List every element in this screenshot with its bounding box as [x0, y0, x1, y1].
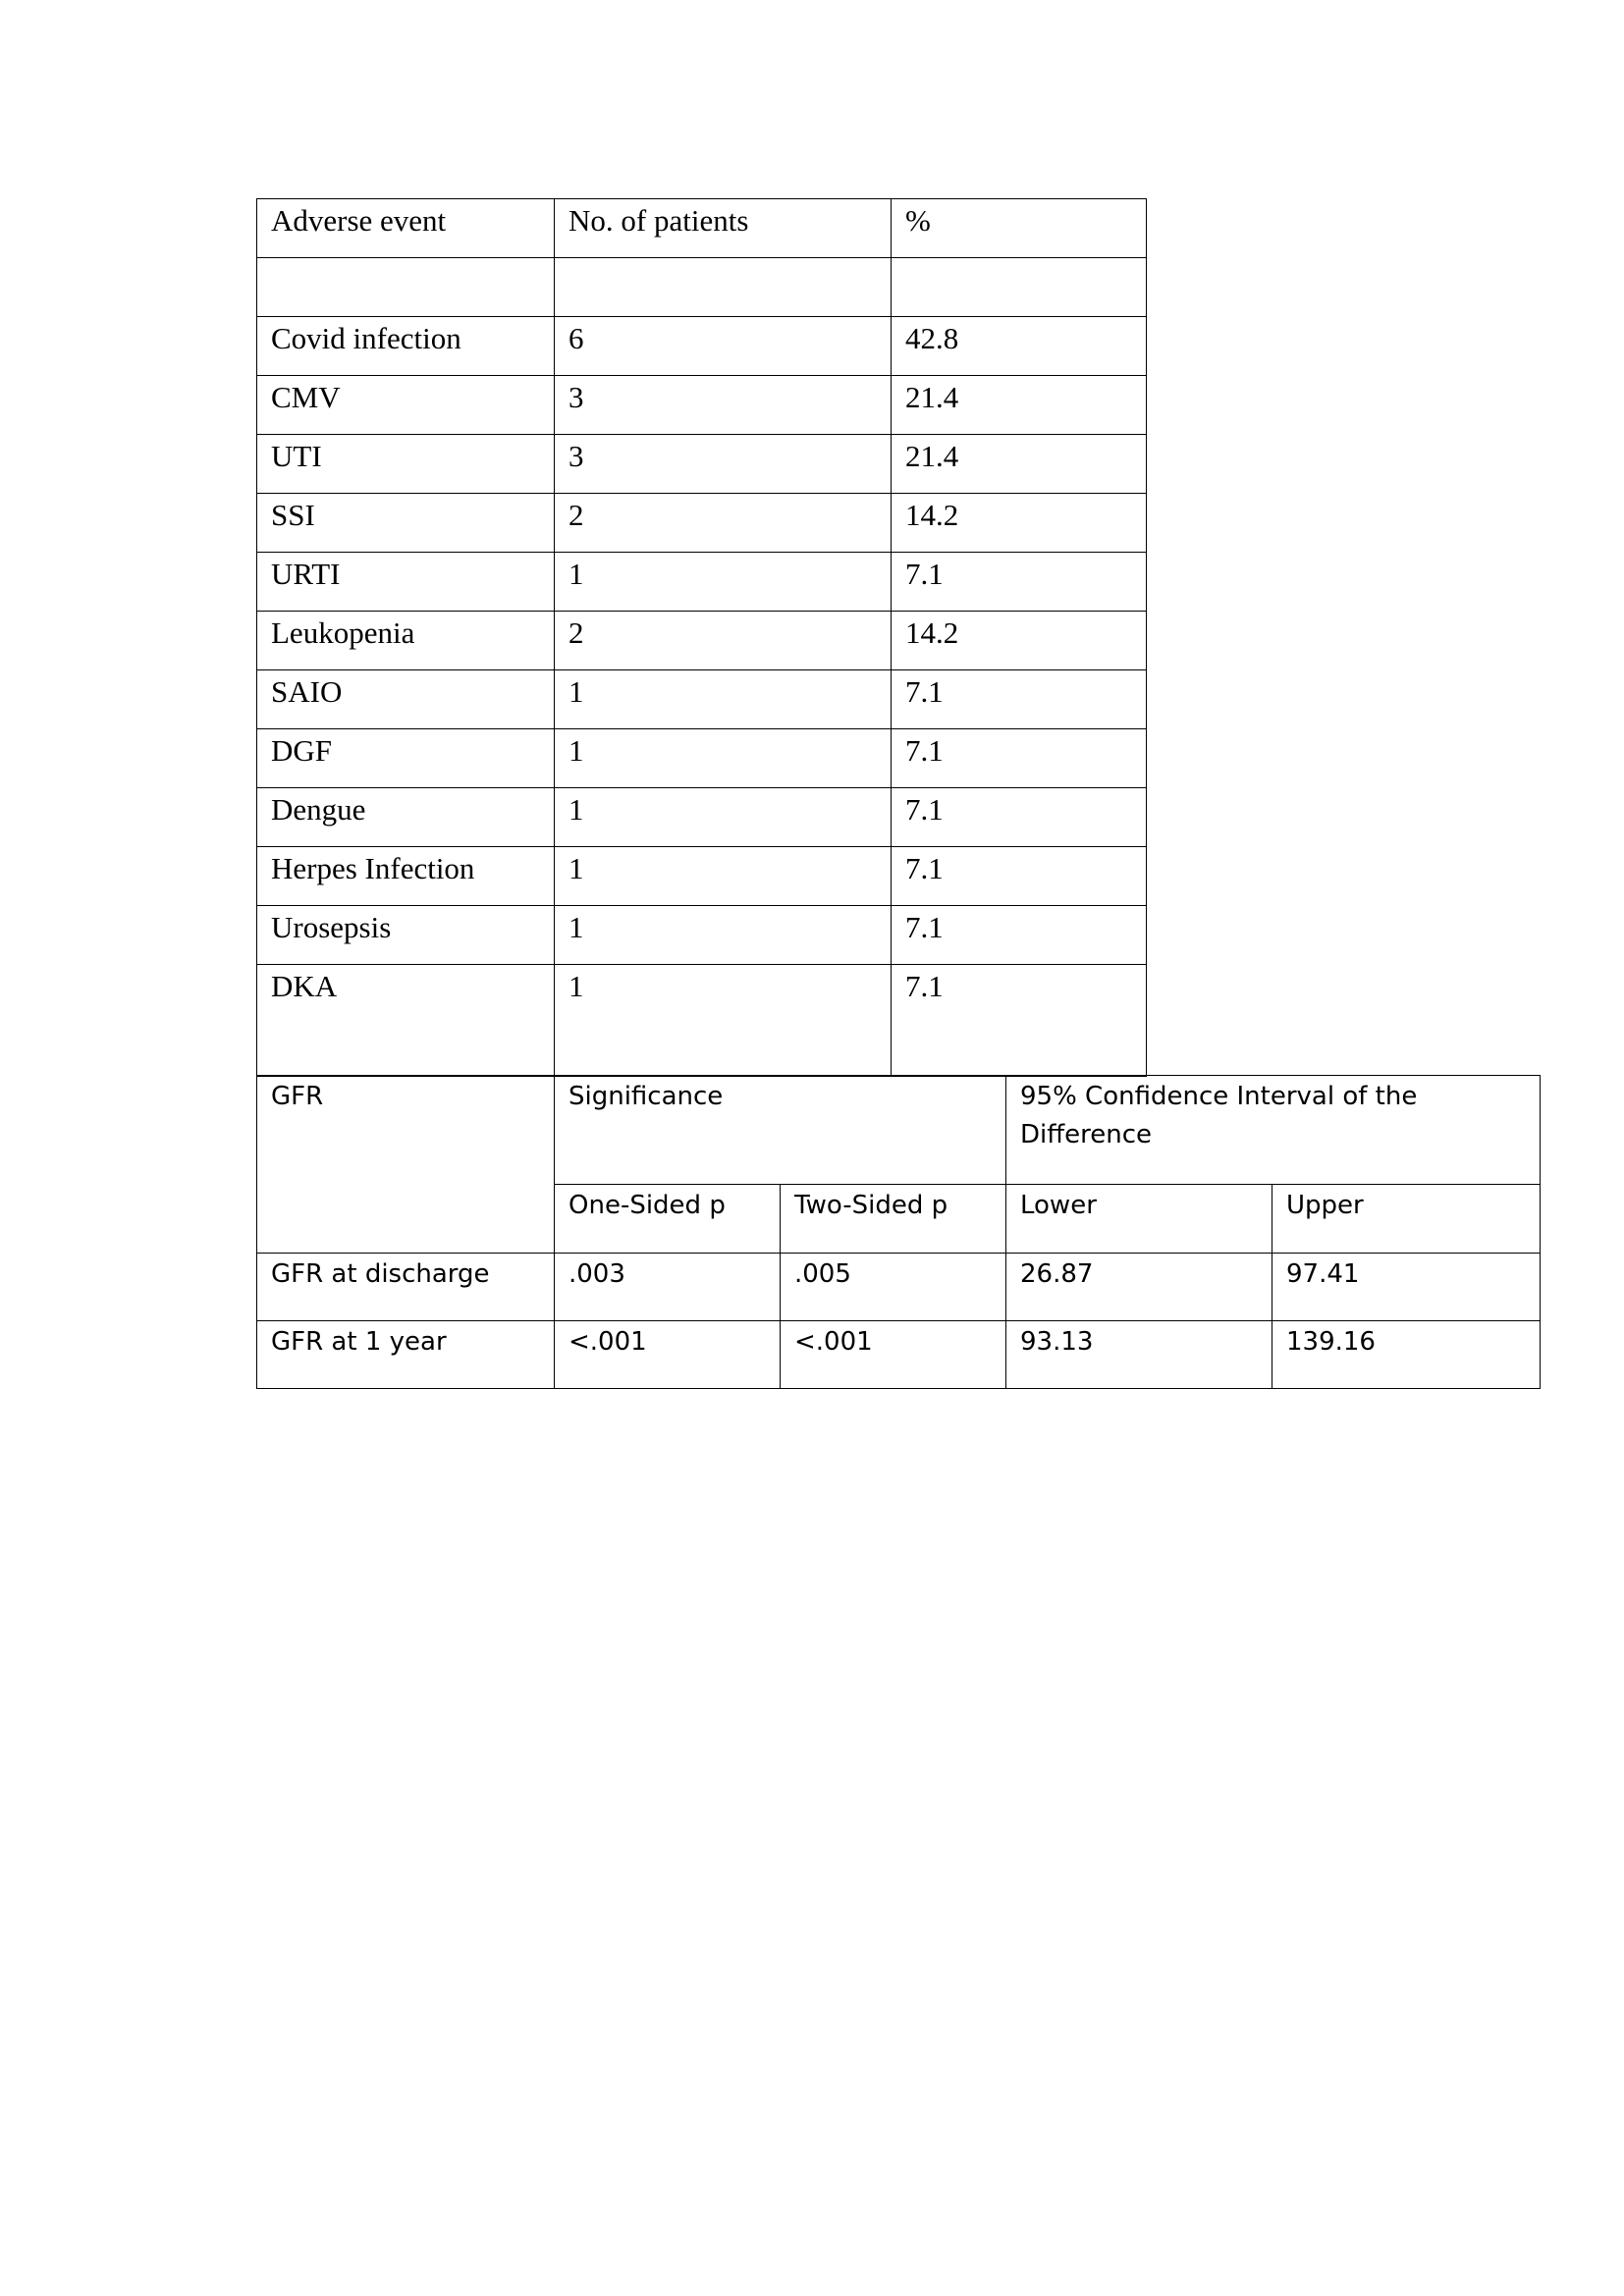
table-header-row: [257, 199, 1147, 258]
table-row: [257, 1321, 1541, 1389]
table-cell: 97.41: [1272, 1254, 1541, 1321]
column-header: No. of patients: [555, 199, 892, 258]
table-cell: 2: [555, 612, 892, 670]
table-cell: 3: [555, 435, 892, 494]
table-row: [257, 553, 1147, 612]
table-cell: 14.2: [892, 494, 1147, 553]
table-cell: .003: [555, 1254, 781, 1321]
two-sided-p-header: Two-Sided p: [781, 1185, 1006, 1254]
gfr-significance-table: [256, 1075, 1541, 1389]
table-row: [257, 435, 1147, 494]
table-cell: 7.1: [892, 847, 1147, 906]
table-cell: 93.13: [1006, 1321, 1272, 1389]
table-cell: UTI: [257, 435, 555, 494]
lower-header: Lower: [1006, 1185, 1272, 1254]
table-row: [257, 376, 1147, 435]
table-header-row: [257, 1076, 1541, 1185]
table-row: [257, 847, 1147, 906]
table-cell: 1: [555, 670, 892, 729]
table-cell: [555, 258, 892, 317]
one-sided-p-header: One-Sided p: [555, 1185, 781, 1254]
table-cell: 42.8: [892, 317, 1147, 376]
table-cell: 21.4: [892, 435, 1147, 494]
table-cell: Leukopenia: [257, 612, 555, 670]
table-cell: .005: [781, 1254, 1006, 1321]
table-cell: 3: [555, 376, 892, 435]
table-cell: GFR at 1 year: [257, 1321, 555, 1389]
table-cell: Herpes Infection: [257, 847, 555, 906]
confidence-interval-header: 95% Confidence Interval of the Difference: [1006, 1076, 1541, 1185]
table-cell: 139.16: [1272, 1321, 1541, 1389]
table-cell: 21.4: [892, 376, 1147, 435]
table-cell: 7.1: [892, 965, 1147, 1077]
table-cell: 26.87: [1006, 1254, 1272, 1321]
table-cell: Covid infection: [257, 317, 555, 376]
table-row: [257, 729, 1147, 788]
table-cell: DKA: [257, 965, 555, 1077]
table-cell: 7.1: [892, 553, 1147, 612]
table-cell: 1: [555, 906, 892, 965]
table-row: [257, 906, 1147, 965]
table-cell: DGF: [257, 729, 555, 788]
table-cell: 2: [555, 494, 892, 553]
table-row: [257, 670, 1147, 729]
table-cell: Dengue: [257, 788, 555, 847]
table-row: [257, 965, 1147, 1077]
table-cell: SSI: [257, 494, 555, 553]
table-cell: 1: [555, 553, 892, 612]
table-cell: SAIO: [257, 670, 555, 729]
table-cell: [892, 258, 1147, 317]
table-cell: 1: [555, 788, 892, 847]
upper-header: Upper: [1272, 1185, 1541, 1254]
table-cell: 7.1: [892, 670, 1147, 729]
adverse-events-table: [256, 198, 1147, 1077]
table-cell: GFR at discharge: [257, 1254, 555, 1321]
table-row: [257, 788, 1147, 847]
table-cell: 7.1: [892, 906, 1147, 965]
table-cell: 7.1: [892, 729, 1147, 788]
table-cell: 1: [555, 729, 892, 788]
table-cell: URTI: [257, 553, 555, 612]
table-cell: 6: [555, 317, 892, 376]
table-row: [257, 612, 1147, 670]
gfr-header: GFR: [257, 1076, 555, 1254]
table-cell: <.001: [781, 1321, 1006, 1389]
table-cell: [257, 258, 555, 317]
column-header: Adverse event: [257, 199, 555, 258]
table-cell: 14.2: [892, 612, 1147, 670]
table-row: [257, 1254, 1541, 1321]
table-cell: 1: [555, 965, 892, 1077]
column-header: %: [892, 199, 1147, 258]
table-cell: 1: [555, 847, 892, 906]
table-row: [257, 317, 1147, 376]
table-row: [257, 258, 1147, 317]
table-cell: CMV: [257, 376, 555, 435]
significance-header: Significance: [555, 1076, 1006, 1185]
table-cell: <.001: [555, 1321, 781, 1389]
table-row: [257, 494, 1147, 553]
table-cell: Urosepsis: [257, 906, 555, 965]
table-cell: 7.1: [892, 788, 1147, 847]
